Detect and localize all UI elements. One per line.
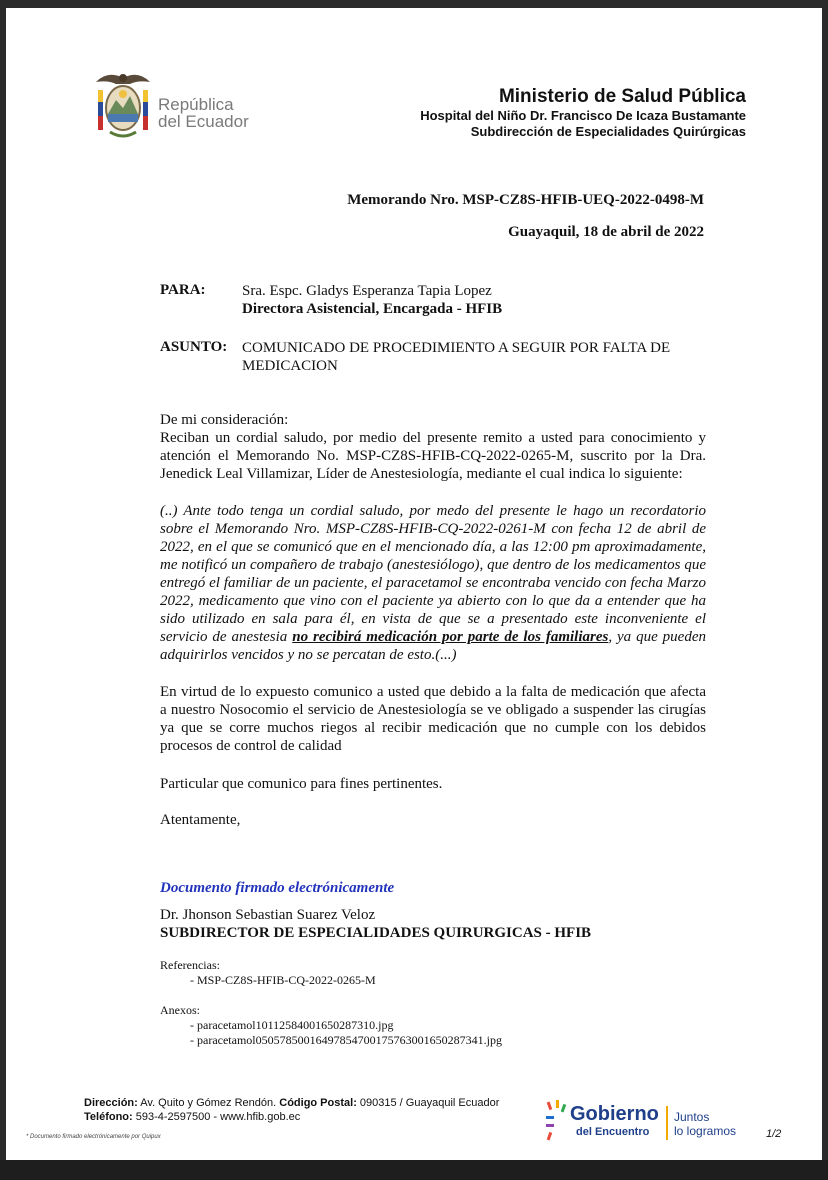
greeting: De mi consideración: (160, 412, 289, 428)
direccion-label: Dirección: (84, 1097, 138, 1109)
ministry-title: Ministerio de Salud Pública (498, 86, 746, 107)
paragraph-3: Particular que comunico para fines pertinentes. (160, 776, 443, 792)
logo-line-1: República (158, 95, 234, 114)
quote-text-end: , ya que pueden adquirirlos vencidos y no se percatan de esto.(...) (160, 629, 706, 663)
asunto-text: COMUNICADO DE PROCEDIMIENTO A SEGUIR POR FALTA DE MEDICACION (242, 340, 671, 374)
signer-name: Dr. Jhonson Sebastian Suarez Veloz (160, 907, 376, 923)
referencias-block (160, 958, 376, 988)
anexo-item-2: - paracetamol05057850016497854700175763001650287341.jpg (190, 1033, 502, 1047)
footer-address-line (84, 1096, 499, 1110)
memo-number: Memorando Nro. MSP-CZ8S-HFIB-UEQ-2022-0498-M (347, 192, 704, 208)
closing: Atentamente, (160, 812, 241, 828)
quipux-note: * Documento firmado electrónicamente por Quipux (26, 1134, 161, 1140)
recipient-role: Directora Asistencial, Encargada - HFIB (242, 301, 503, 317)
logo-text (158, 96, 249, 130)
para-label: PARA: (160, 282, 206, 298)
coat-of-arms-icon (88, 66, 158, 146)
footer-contact (84, 1096, 499, 1124)
referencia-item: - MSP-CZ8S-HFIB-CQ-2022-0265-M (190, 973, 376, 987)
subdireccion-name: Subdirección de Especialidades Quirúrgicas (470, 124, 746, 139)
postal-label: Código Postal: (279, 1097, 357, 1109)
document-page (6, 8, 822, 1160)
anexos-block (160, 1003, 502, 1048)
signer-title: SUBDIRECTOR DE ESPECIALIDADES QUIRURGICAS - HFIB (160, 925, 592, 941)
slogan-line-2: lo logramos (674, 1124, 737, 1138)
direccion-value: Av. Quito y Gómez Rendón. (140, 1097, 277, 1109)
slogan-line-1: Juntos (674, 1110, 710, 1124)
gobierno-slogan (674, 1110, 736, 1138)
hospital-name: Hospital del Niño Dr. Francisco De Icaza Bustamante (420, 108, 746, 123)
quote-emphasis: no recibirá medicación por parte de los familiares (292, 629, 609, 645)
bottom-edge (0, 1160, 828, 1180)
signed-electronically-note: Documento firmado electrónicamente (160, 880, 395, 896)
telefono-value: 593-4-2597500 - www.hfib.gob.ec (135, 1111, 301, 1123)
gobierno-divider (666, 1106, 668, 1140)
gobierno-subtitle: del Encuentro (576, 1126, 650, 1138)
memo-date: Guayaquil, 18 de abril de 2022 (508, 224, 704, 240)
quote-text: (..) Ante todo tenga un cordial saludo, por medo del presente le hago un recordatorio sobre el Memorando Nro. MSP-CZ8S-HFIB-CQ-2022-0261-M con fecha 12 de abril de 2022, en el que se comunicó que en el mencionado día, a las 12:00 pm aproximadamente, me notificó un compañero de trabajo (anestesiólogo), que dentro de los medicamentos que entregó el familiar de un paciente, el paracetamol se encontraba vencido con fecha Marzo 2022, medicamento que vino con el paciente ya abierto con lo que da a entender que ha sido utilizado en sala para él, en vista de que se a presentado este inconveniente el servicio de anestesia (160, 503, 706, 645)
postal-value: 090315 / Guayaquil Ecuador (359, 1097, 500, 1109)
paragraph-2: En virtud de lo expuesto comunico a usted que debido a la falta de medicación que afecta a nuestro Nosocomio el servicio de Anestesiología se ve obligado a suspender las cirugías ya que se corre muchos riegos al recibir medicación que no cumple con los debidos procesos de control de calidad (160, 684, 706, 754)
gobierno-burst-icon (544, 1100, 568, 1142)
signer-block (160, 906, 591, 942)
para-recipient (242, 282, 702, 318)
republica-ecuador-logo (88, 66, 258, 156)
footer-phone-line (84, 1110, 499, 1124)
gobierno-encuentro-logo (544, 1094, 764, 1146)
recipient-name: Sra. Espc. Gladys Esperanza Tapia Lopez (242, 283, 492, 299)
gobierno-title: Gobierno (570, 1103, 659, 1125)
logo-line-2: del Ecuador (158, 112, 249, 131)
quoted-memo (160, 502, 706, 664)
anexos-label: Anexos: (160, 1003, 200, 1017)
intro-paragraph: Reciban un cordial saludo, por medio del presente remito a usted para conocimiento y atención el Memorando No. MSP-CZ8S-HFIB-CQ-2022-0265-M, suscrito por la Dra. Jenedick Leal Villamizar, Líder de Anestesiología, mediante el cual indica lo siguiente: (160, 430, 706, 482)
referencias-label: Referencias: (160, 958, 220, 972)
ministry-heading (420, 86, 746, 140)
anexo-item-1: - paracetamol1011258400165028731​0.jpg (190, 1018, 394, 1032)
telefono-label: Teléfono: (84, 1111, 133, 1123)
page-number: 1/2 (766, 1128, 782, 1140)
asunto-label: ASUNTO: (160, 339, 228, 355)
